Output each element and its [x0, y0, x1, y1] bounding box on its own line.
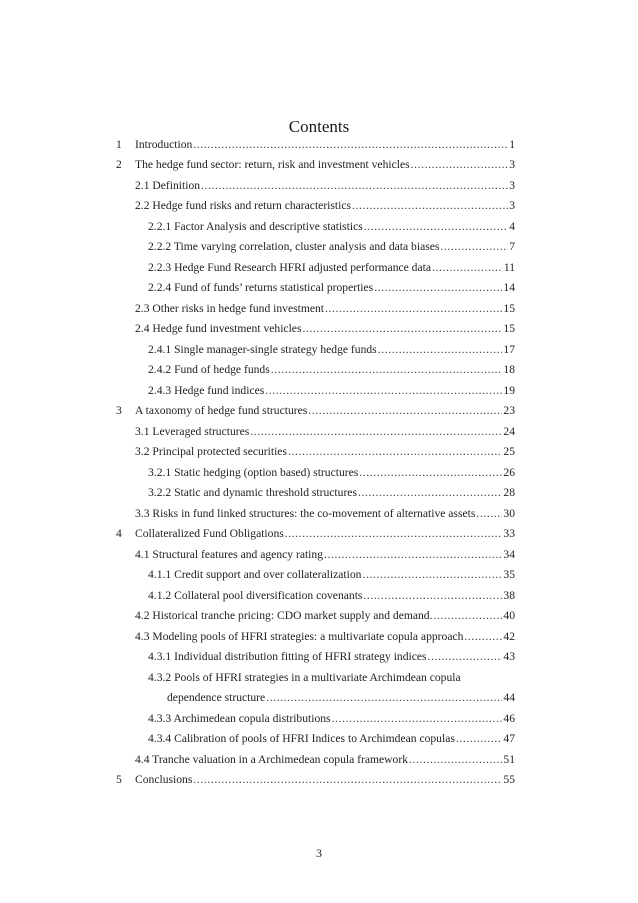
- dot-leader: [352, 199, 508, 213]
- toc-entry-title: 3.2.2 Static and dynamic threshold structures: [148, 486, 357, 499]
- dot-leader: [409, 753, 502, 767]
- toc-entry-page: 30: [503, 507, 515, 520]
- toc-entry-page: 47: [503, 732, 515, 745]
- toc-entry-title: Conclusions: [135, 773, 193, 786]
- toc-entry[interactable]: [135, 199, 515, 213]
- dot-leader: [434, 609, 503, 623]
- toc-entry-title: 2.2.2 Time varying correlation, cluster analysis and data biases: [148, 240, 440, 253]
- toc-entry-page: 1: [509, 138, 515, 151]
- toc-entry-title: 2.4.1 Single manager-single strategy hedge funds: [148, 343, 377, 356]
- dot-leader: [201, 179, 508, 193]
- dot-leader: [428, 650, 503, 664]
- toc-entry-title: 2.4.2 Fund of hedge funds: [148, 363, 270, 376]
- toc-entry-page: 42: [503, 630, 515, 643]
- dot-leader: [308, 404, 502, 418]
- toc-entry[interactable]: [135, 322, 515, 336]
- dot-leader: [378, 343, 503, 357]
- toc-entry[interactable]: [148, 363, 515, 377]
- toc-entry-title: 2.2.3 Hedge Fund Research HFRI adjusted performance data: [148, 261, 431, 274]
- dot-leader: [285, 527, 503, 541]
- toc-entry[interactable]: [135, 445, 515, 459]
- toc-entry[interactable]: [135, 302, 515, 316]
- page-number: 3: [316, 846, 322, 860]
- toc-entry-page: 51: [503, 753, 515, 766]
- toc-entry-title: 4.3.1 Individual distribution fitting of HFRI strategy indices: [148, 650, 427, 663]
- page-title: Contents: [288, 117, 350, 136]
- toc-entry-title: 4.3.2 Pools of HFRI strategies in a multivariate Archimdean copula: [148, 671, 461, 684]
- dot-leader: [364, 220, 508, 234]
- toc-entry-title: 2.3 Other risks in hedge fund investment: [135, 302, 325, 315]
- toc-entry[interactable]: [148, 261, 515, 275]
- toc-entry-page: 34: [503, 548, 515, 561]
- toc-entry[interactable]: [148, 568, 515, 582]
- toc-entry-page: 44: [503, 691, 515, 704]
- toc-entry-page: 25: [503, 445, 515, 458]
- toc-entry[interactable]: [135, 425, 515, 439]
- toc-entry-page: 35: [503, 568, 515, 581]
- toc-entry[interactable]: [148, 384, 515, 398]
- chapter-number: 1: [116, 138, 122, 151]
- toc-entry-page: 55: [503, 773, 515, 786]
- toc-entry-title: 4.3.3 Archimedean copula distributions: [148, 712, 331, 725]
- dot-leader: [271, 363, 503, 377]
- dot-leader: [193, 773, 502, 787]
- toc-entry-page: 7: [509, 240, 515, 253]
- toc-entry-title: 2.2.1 Factor Analysis and descriptive statistics: [148, 220, 363, 233]
- toc-entry[interactable]: [148, 671, 515, 685]
- toc-entry-title: 3.3 Risks in fund linked structures: the co-movement of alternative assets: [135, 507, 476, 520]
- toc-entry[interactable]: [148, 281, 515, 295]
- toc-entry-title: 2.2 Hedge fund risks and return characteristics: [135, 199, 352, 212]
- chapter-number: 5: [116, 773, 122, 786]
- toc-entry-title: A taxonomy of hedge fund structures: [135, 404, 308, 417]
- toc-entry-page: 24: [503, 425, 515, 438]
- toc-entry-title: 4.3.4 Calibration of pools of HFRI Indices to Archimdean copulas: [148, 732, 455, 745]
- toc-entry-title: 4.1 Structural features and agency rating: [135, 548, 324, 561]
- dot-leader: [358, 486, 502, 500]
- toc-entry-page: 26: [503, 466, 515, 479]
- dot-leader: [266, 691, 502, 705]
- toc-entry-title: 3.2 Principal protected securities: [135, 445, 287, 458]
- dot-leader: [440, 240, 508, 254]
- toc-entry-page: 14: [503, 281, 515, 294]
- toc-entry[interactable]: [148, 650, 515, 664]
- dot-leader: [324, 548, 502, 562]
- toc-entry-title: 2.4.3 Hedge fund indices: [148, 384, 265, 397]
- toc-entry[interactable]: [148, 240, 515, 254]
- dot-leader: [250, 425, 502, 439]
- dot-leader: [476, 507, 502, 521]
- dot-leader: [374, 281, 502, 295]
- dot-leader: [288, 445, 502, 459]
- toc-entry-title: Collateralized Fund Obligations: [135, 527, 284, 540]
- toc-entry[interactable]: [135, 548, 515, 562]
- toc-entry-title: 2.4 Hedge fund investment vehicles: [135, 322, 302, 335]
- toc-entry-page: 19: [503, 384, 515, 397]
- toc-entry-title: 2.1 Definition: [135, 179, 201, 192]
- toc-entry-page: 15: [503, 302, 515, 315]
- toc-entry-page: 40: [503, 609, 515, 622]
- chapter-number: 2: [116, 158, 122, 171]
- toc-entry-title: 3.1 Leveraged structures: [135, 425, 250, 438]
- toc-entry-title: 2.2.4 Fund of funds’ returns statistical properties: [148, 281, 374, 294]
- toc-entry-page: 3: [509, 158, 515, 171]
- toc-entry[interactable]: [116, 773, 515, 787]
- toc-entry-title: The hedge fund sector: return, risk and investment vehicles: [135, 158, 410, 171]
- toc-entry[interactable]: [135, 609, 515, 623]
- toc-entry-page: 11: [503, 261, 515, 274]
- toc-entry-page: 17: [503, 343, 515, 356]
- toc-entry[interactable]: [135, 507, 515, 521]
- dot-leader: [464, 630, 502, 644]
- chapter-number: 3: [116, 404, 122, 417]
- toc-entry-title: Introduction: [135, 138, 193, 151]
- toc-entry[interactable]: [116, 404, 515, 418]
- toc-entry-page: 15: [503, 322, 515, 335]
- toc-entry[interactable]: [135, 179, 515, 193]
- toc-entry[interactable]: [148, 486, 515, 500]
- toc-entry[interactable]: [116, 158, 515, 172]
- toc-entry[interactable]: [116, 138, 515, 152]
- toc-entry-page: 18: [503, 363, 515, 376]
- dot-leader: [411, 158, 509, 172]
- toc-entry[interactable]: [148, 466, 515, 480]
- toc-entry-title: 4.1.2 Collateral pool diversification covenants: [148, 589, 363, 602]
- toc-entry-title: 4.1.1 Credit support and over collateralization: [148, 568, 362, 581]
- chapter-number: 4: [116, 527, 122, 540]
- toc-entry[interactable]: [148, 732, 515, 746]
- toc-entry-page: 38: [503, 589, 515, 602]
- toc-entry-page: 28: [503, 486, 515, 499]
- toc-entry-page: 23: [503, 404, 515, 417]
- toc-entry-continuation[interactable]: [155, 691, 515, 705]
- toc-entry-title: 3.2.1 Static hedging (option based) structures: [148, 466, 359, 479]
- dot-leader: [359, 466, 502, 480]
- toc-entry[interactable]: [148, 712, 515, 726]
- toc-entry[interactable]: [148, 220, 515, 234]
- toc-entry[interactable]: [135, 630, 515, 644]
- toc-entry-title: 4.4 Tranche valuation in a Archimedean copula framework: [135, 753, 409, 766]
- dot-leader: [432, 261, 503, 275]
- toc-entry-title: 4.2 Historical tranche pricing: CDO market supply and demand.: [135, 609, 433, 622]
- dot-leader: [332, 712, 503, 726]
- dot-leader: [325, 302, 502, 316]
- dot-leader: [362, 568, 502, 582]
- dot-leader: [363, 589, 502, 603]
- toc-entry[interactable]: [148, 589, 515, 603]
- toc-entry-page: 33: [503, 527, 515, 540]
- toc-entry[interactable]: [135, 753, 515, 767]
- toc-entry-title: 4.3 Modeling pools of HFRI strategies: a multivariate copula approach: [135, 630, 464, 643]
- toc-entry-page: 3: [509, 179, 515, 192]
- dot-leader: [456, 732, 503, 746]
- toc-entry-page: 43: [503, 650, 515, 663]
- toc-entry[interactable]: [148, 343, 515, 357]
- dot-leader: [265, 384, 502, 398]
- toc-entry-page: 4: [509, 220, 515, 233]
- dot-leader: [193, 138, 508, 152]
- toc-entry-page: 3: [509, 199, 515, 212]
- toc-entry[interactable]: [116, 527, 515, 541]
- toc-entry-title: dependence structure: [167, 691, 266, 704]
- toc-entry-page: 46: [503, 712, 515, 725]
- dot-leader: [302, 322, 502, 336]
